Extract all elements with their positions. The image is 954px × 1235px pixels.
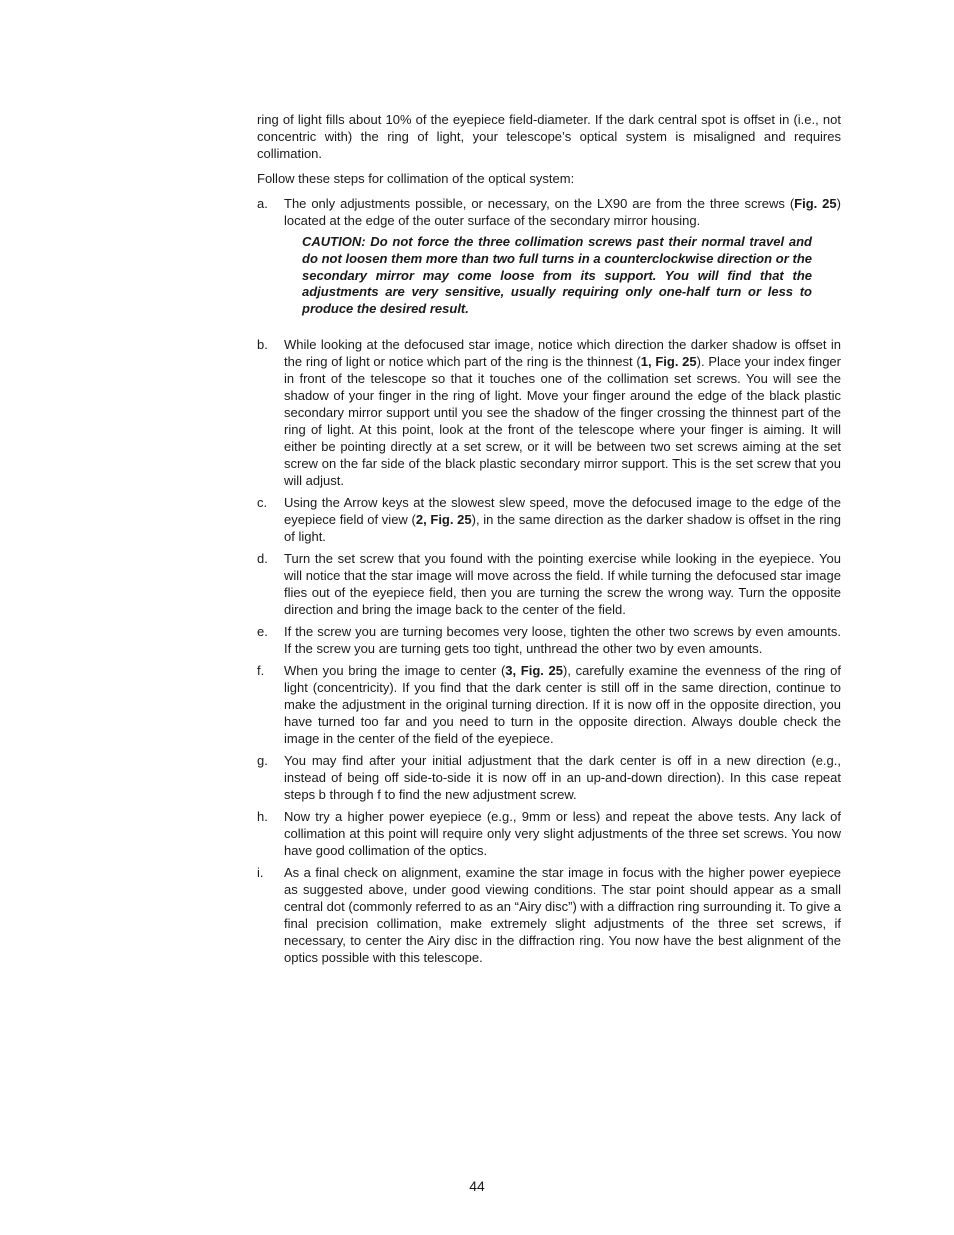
caution-note: CAUTION: Do not force the three collimation screws past their normal travel and do not loosen them more than two full turns in a counterclockwise direction or the secondary mirror may come loose from its support. You will find that the adjustments are very sensitive, usually requiring only one-half turn or less to produce the desired result. (302, 234, 812, 317)
step-text: Using the Arrow keys at the slowest slew speed, move the defocused image to the edge of the eyepiece field of view ( (284, 494, 841, 527)
page-body (257, 111, 841, 971)
step-text: As a final check on alignment, examine the star image in focus with the higher power eyepiece as suggested above, under good viewing conditions. The star point should appear as a small central dot (commonly referred to as an “Airy disc”) with a diffraction ring surrounding it. To give a final precision collimation, make extremely slight adjustments of the three set screws, if necessary, to center the Airy disc in the diffraction ring. You now have the best alignment of the optics possible with this telescope. (284, 864, 841, 965)
step-letter: a. (257, 196, 268, 211)
step-b (257, 336, 841, 489)
figure-reference: 1, Fig. 25 (640, 353, 697, 369)
step-text: ). Place your index finger in front of the telescope so that it touches one of the collimation set screws. You will see the shadow of your finger in the ring of light. Move your finger around the edge of the black plastic secondary mirror support until you see the shadow of the finger crossing the thinnest part of the ring of light. At this point, look at the front of the telescope where your finger is aiming. It will either be pointing directly at a set screw, or it will be between two set screws aiming at the set screw on the far side of the black plastic secondary mirror support. This is the set screw that you will adjust. (284, 353, 841, 488)
step-text: When you bring the image to center ( (284, 662, 506, 678)
step-letter: d. (257, 550, 268, 566)
step-text: The only adjustments possible, or necessary, on the LX90 are from the three screws ( (284, 196, 795, 211)
step-a (257, 195, 841, 331)
step-h (257, 808, 841, 859)
step-letter: h. (257, 808, 268, 824)
step-body (284, 752, 841, 803)
step-letter: i. (257, 864, 264, 880)
step-f (257, 662, 841, 747)
step-body (284, 662, 841, 747)
figure-reference: 2, Fig. 25 (415, 511, 472, 527)
step-letter: g. (257, 752, 268, 768)
page-number: 44 (469, 1178, 485, 1194)
step-body (284, 550, 841, 618)
intro-paragraph: ring of light fills about 10% of the eyepiece field-diameter. If the dark central spot is offset in (i.e., not concentric with) the ring of light, your telescope’s optical system is misaligned and requires collimation. (257, 112, 841, 161)
step-text: ) located at the edge of the outer surface of the secondary mirror housing. (284, 196, 841, 228)
step-e (257, 623, 841, 657)
step-letter: f. (257, 662, 265, 678)
step-body (284, 808, 841, 859)
step-text: If the screw you are turning becomes very loose, tighten the other two screws by even amounts. If the screw you are turning gets too tight, unthread the other two by even amounts. (284, 623, 841, 656)
figure-reference: Fig. 25 (794, 196, 837, 211)
step-body (284, 195, 841, 331)
step-body (284, 864, 841, 966)
step-g (257, 752, 841, 803)
step-body (284, 336, 841, 489)
step-text: While looking at the defocused star image, notice which direction the darker shadow is offset in the ring of light or notice which part of the ring is the thinnest ( (284, 336, 841, 369)
step-text: Now try a higher power eyepiece (e.g., 9mm or less) and repeat the above tests. Any lack of collimation at this point will require only very slight adjustments of the three set screws. You now have good collimation of the optics. (284, 808, 841, 858)
step-letter: e. (257, 623, 268, 639)
step-text: ), in the same direction as the darker shadow is offset in the ring of light. (284, 511, 841, 544)
step-c (257, 494, 841, 545)
step-text: ), carefully examine the evenness of the ring of light (concentricity). If you find that the dark center is still off in the same direction, continue to make the adjustment in the original turning direction. If it is now off in the opposite direction, you have turned too far and you need to turn in the opposite direction. Always double check the image in the center of the field of the eyepiece. (284, 662, 841, 746)
step-d (257, 550, 841, 618)
step-letter: c. (257, 494, 268, 510)
step-text: You may find after your initial adjustment that the dark center is off in a new direction (e.g., instead of being off side-to-side it is now off in an up-and-down direction). In this case repeat steps b through f to find the new adjustment screw. (284, 752, 841, 802)
figure-reference: 3, Fig. 25 (505, 662, 564, 678)
step-body (284, 623, 841, 657)
step-letter: b. (257, 336, 268, 352)
step-text: Turn the set screw that you found with the pointing exercise while looking in the eyepiece. You will notice that the star image will move across the field. If while turning the defocused star image flies out of the eyepiece field, then you are turning the screw the wrong way. Turn the opposite direction and bring the image back to the center of the field. (284, 550, 841, 617)
step-i (257, 864, 841, 966)
steps-intro: Follow these steps for collimation of the optical system: (257, 171, 575, 186)
step-body (284, 494, 841, 545)
